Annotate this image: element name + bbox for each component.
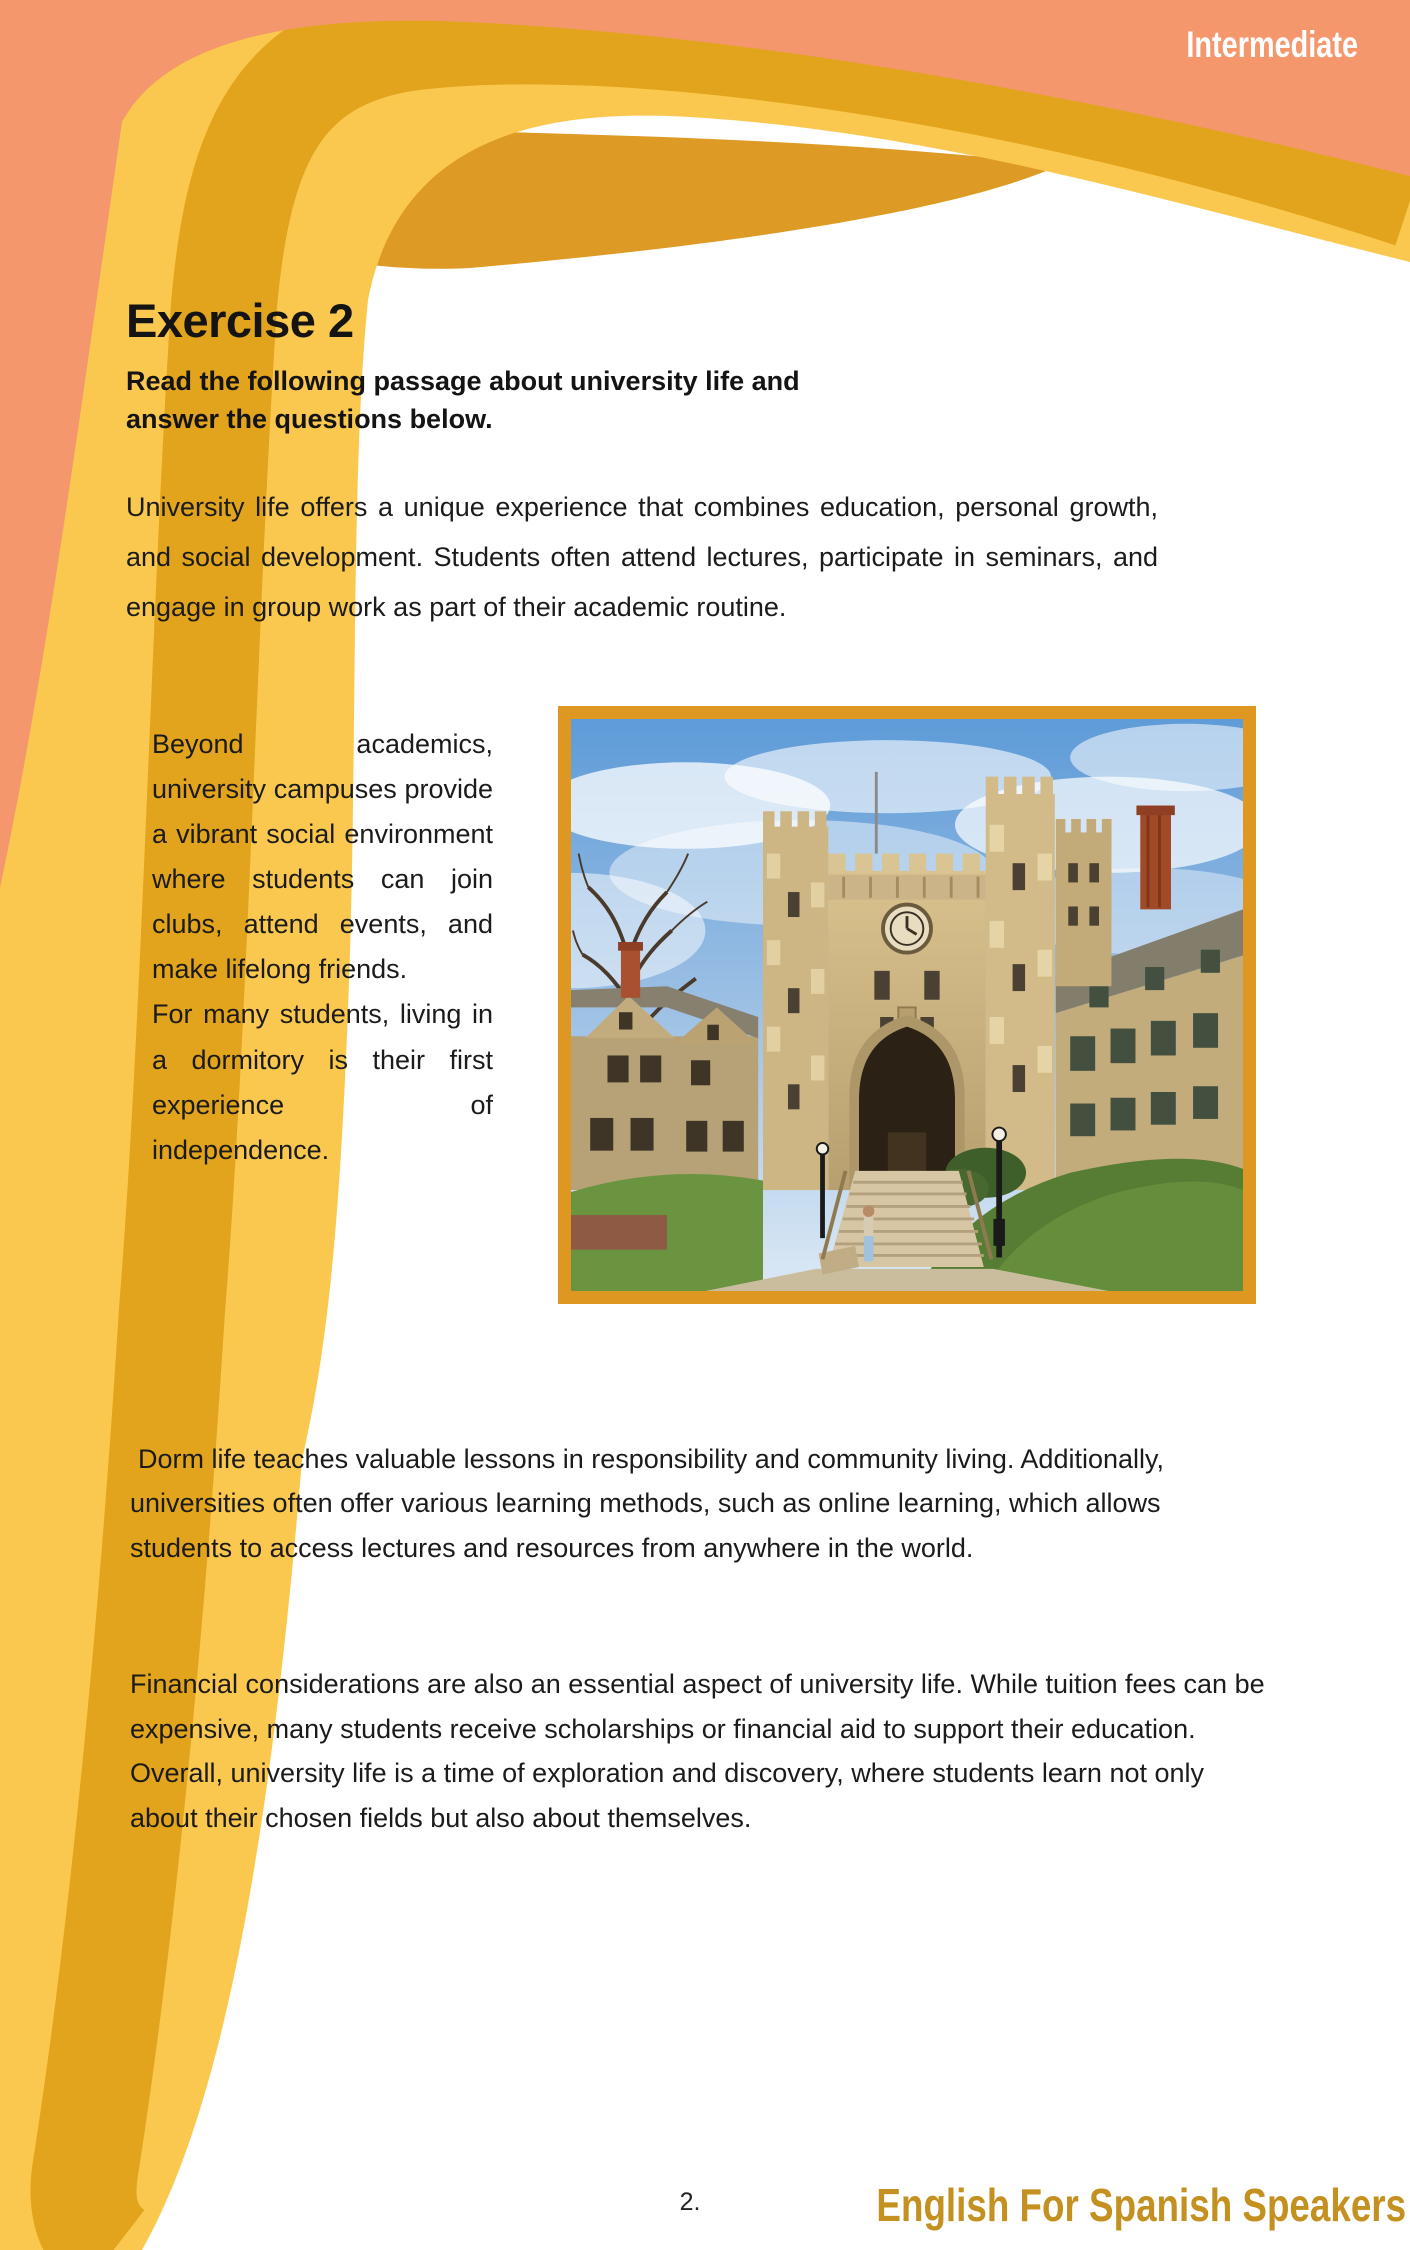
campus-photo-illustration xyxy=(571,719,1243,1291)
campus-photo xyxy=(558,706,1256,1304)
exercise-instruction: Read the following passage about university life and answer the questions below. xyxy=(126,366,800,435)
passage-paragraph-2a: Beyond academics, university campuses provide a vibrant social environment where students can join clubs, attend events, and make lifelong friends. xyxy=(152,729,493,985)
clock xyxy=(883,905,931,953)
brand-footer: English For Spanish Speakers xyxy=(876,2179,1406,2231)
pedestrian xyxy=(863,1205,875,1261)
passage-column xyxy=(152,722,493,1173)
exercise-title: Exercise 2 xyxy=(126,294,354,347)
passage-paragraph-4: Financial considerations are also an essential aspect of university life. While tuition fees can be expensive, many students receive scholarships or financial aid to support their education. Overall, university life is a time of exploration and discovery, where students learn not only about their chosen fields but also about themselves. xyxy=(130,1669,1265,1833)
passage-paragraph-1: University life offers a unique experience that combines education, personal growth, and social development. Students often attend lectures, participate in seminars, and engage in group work as part of their academic routine. xyxy=(126,492,1158,623)
level-badge: Intermediate xyxy=(1186,24,1358,65)
passage-paragraph-3: Dorm life teaches valuable lessons in responsibility and community living. Additionally, universities often offer various learning methods, such as online learning, which allows students to access lectures and resources from anywhere in the world. xyxy=(130,1444,1164,1563)
background-tower xyxy=(1056,819,1112,986)
passage-paragraph-2b: For many students, living in a dormitory is their first experience of independence. xyxy=(152,999,493,1165)
page-number: 2. xyxy=(679,2188,701,2216)
left-turret xyxy=(763,811,828,1190)
